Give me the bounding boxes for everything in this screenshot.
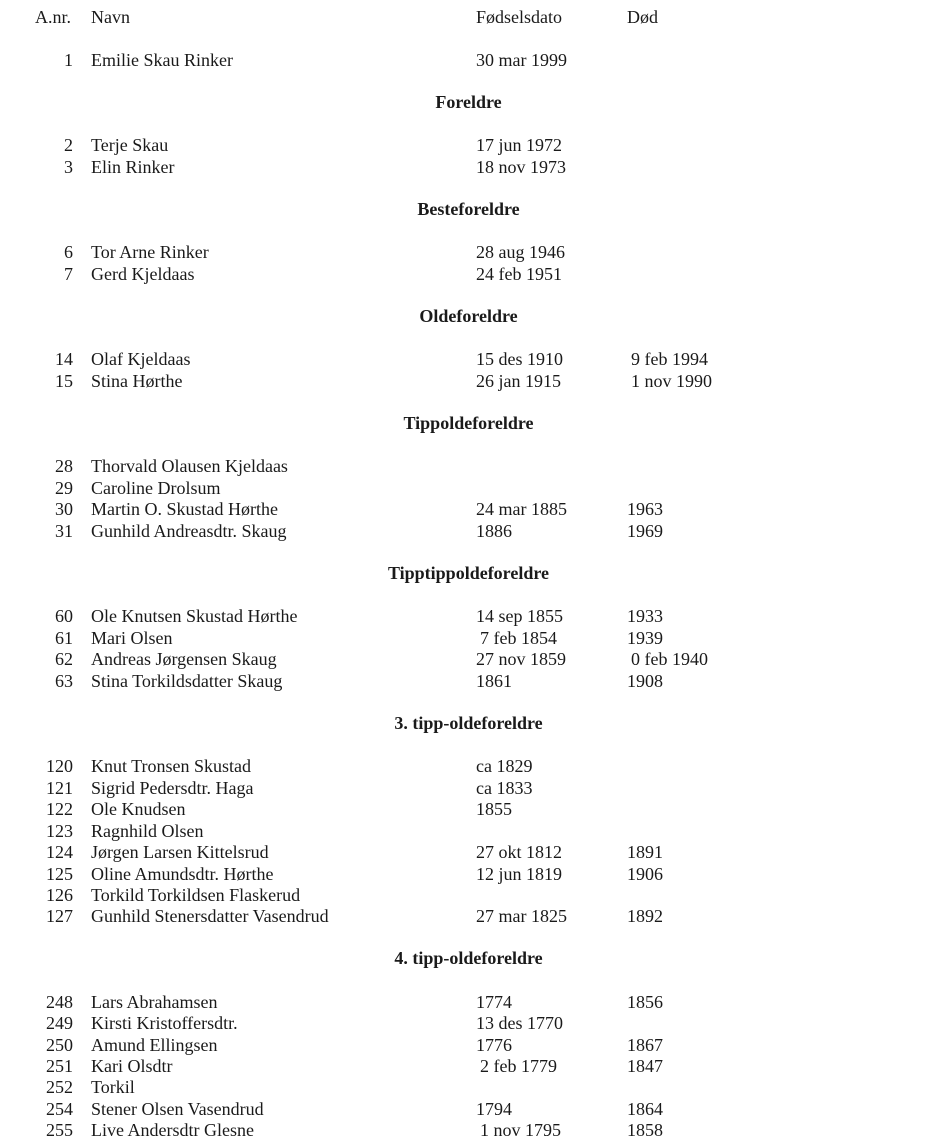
row-died: 1892 (627, 906, 663, 926)
section-heading: Tippoldeforeldre (403, 413, 534, 433)
row-anr: 63 (55, 671, 73, 691)
section-heading: Foreldre (435, 92, 502, 112)
row-born: 1855 (476, 799, 512, 819)
row-anr: 7 (64, 264, 73, 284)
table-row (0, 156, 937, 178)
row-name: Emilie Skau Rinker (91, 50, 233, 70)
table-row (0, 241, 937, 263)
table-row (0, 1119, 937, 1141)
table-row (0, 777, 937, 799)
row-born: 28 aug 1946 (476, 242, 565, 262)
row-name: Torkild Torkildsen Flaskerud (91, 885, 301, 905)
row-died: 1847 (627, 1056, 663, 1076)
row-died: 1 nov 1990 (631, 371, 712, 391)
row-anr: 31 (55, 521, 73, 541)
row-name: Torkil (91, 1077, 135, 1097)
row-died: 1908 (627, 671, 663, 691)
row-born: 2 feb 1779 (480, 1056, 557, 1076)
row-anr: 2 (64, 135, 73, 155)
row-name: Stener Olsen Vasendrud (91, 1099, 264, 1119)
section-heading: Oldeforeldre (419, 306, 518, 326)
row-died: 1906 (627, 864, 663, 884)
row-born: 27 okt 1812 (476, 842, 563, 862)
row-name: Jørgen Larsen Kittelsrud (91, 842, 269, 862)
table-row (0, 498, 937, 520)
row-name: Mari Olsen (91, 628, 173, 648)
row-anr: 250 (46, 1035, 73, 1055)
row-anr: 126 (46, 885, 73, 905)
row-born: 17 jun 1972 (476, 135, 563, 155)
row-anr: 30 (55, 499, 73, 519)
row-born: 27 mar 1825 (476, 906, 567, 926)
row-born: 24 feb 1951 (476, 264, 562, 284)
row-anr: 6 (64, 242, 73, 262)
row-anr: 14 (55, 349, 73, 369)
table-row (0, 798, 937, 820)
row-born: ca 1833 (476, 778, 533, 798)
row-name: Stina Torkildsdatter Skaug (91, 671, 283, 691)
table-row (0, 648, 937, 670)
row-born: 26 jan 1915 (476, 371, 561, 391)
row-anr: 29 (55, 478, 73, 498)
row-died: 1933 (627, 606, 663, 626)
header-name: Navn (91, 7, 130, 27)
table-row (0, 841, 937, 863)
table-row (0, 1012, 937, 1034)
section-heading: Tipptippoldeforeldre (387, 563, 550, 583)
row-born: 1861 (476, 671, 512, 691)
row-name: Martin O. Skustad Hørthe (91, 499, 278, 519)
row-born: 12 jun 1819 (476, 864, 563, 884)
row-anr: 3 (64, 157, 73, 177)
row-anr: 62 (55, 649, 73, 669)
table-row (0, 1098, 937, 1120)
row-name: Knut Tronsen Skustad (91, 756, 252, 776)
row-name: Gunhild Andreasdtr. Skaug (91, 521, 287, 541)
row-anr: 255 (46, 1120, 73, 1140)
table-row (0, 605, 937, 627)
row-born: 1774 (476, 992, 512, 1012)
row-anr: 1 (64, 50, 73, 70)
table-row (0, 1076, 937, 1098)
row-died: 9 feb 1994 (631, 349, 708, 369)
table-row (0, 1055, 937, 1077)
row-name: Thorvald Olausen Kjeldaas (91, 456, 288, 476)
table-row (0, 1034, 937, 1056)
row-born: 18 nov 1973 (476, 157, 566, 177)
row-born: 7 feb 1854 (480, 628, 557, 648)
table-row (0, 455, 937, 477)
row-born: 1886 (476, 521, 512, 541)
row-anr: 125 (46, 864, 73, 884)
row-name: Kari Olsdtr (91, 1056, 173, 1076)
row-name: Caroline Drolsum (91, 478, 221, 498)
row-anr: 254 (46, 1099, 73, 1119)
table-row (0, 370, 937, 392)
row-name: Olaf Kjeldaas (91, 349, 191, 369)
row-anr: 124 (46, 842, 73, 862)
row-name: Live Andersdtr Glesne (91, 1120, 254, 1140)
row-name: Sigrid Pedersdtr. Haga (91, 778, 254, 798)
row-anr: 127 (46, 906, 73, 926)
table-row (0, 49, 937, 71)
row-name: Andreas Jørgensen Skaug (91, 649, 277, 669)
row-died: 1969 (627, 521, 663, 541)
row-died: 1858 (627, 1120, 663, 1140)
row-born: 14 sep 1855 (476, 606, 563, 626)
section-heading: 3. tipp-oldeforeldre (394, 713, 543, 733)
table-row (0, 884, 937, 906)
row-born: ca 1829 (476, 756, 533, 776)
table-row (0, 820, 937, 842)
row-name: Ole Knudsen (91, 799, 186, 819)
row-name: Gerd Kjeldaas (91, 264, 195, 284)
row-anr: 120 (46, 756, 73, 776)
row-anr: 251 (46, 1056, 73, 1076)
row-anr: 123 (46, 821, 73, 841)
row-name: Lars Abrahamsen (91, 992, 218, 1012)
row-died: 1891 (627, 842, 663, 862)
section-heading: Besteforeldre (417, 199, 520, 219)
row-born: 27 nov 1859 (476, 649, 566, 669)
row-born: 15 des 1910 (476, 349, 563, 369)
row-anr: 61 (55, 628, 73, 648)
header-born: Fødselsdato (476, 7, 563, 27)
row-died: 1867 (627, 1035, 663, 1055)
row-died: 1939 (627, 628, 663, 648)
row-name: Gunhild Stenersdatter Vasendrud (91, 906, 329, 926)
table-row (0, 863, 937, 885)
row-born: 1794 (476, 1099, 512, 1119)
row-name: Amund Ellingsen (91, 1035, 218, 1055)
row-name: Elin Rinker (91, 157, 175, 177)
row-name: Tor Arne Rinker (91, 242, 209, 262)
row-anr: 252 (46, 1077, 73, 1097)
row-born: 13 des 1770 (476, 1013, 563, 1033)
row-died: 1856 (627, 992, 663, 1012)
table-row (0, 520, 937, 542)
header-anr: A.nr. (35, 7, 71, 27)
row-name: Ole Knutsen Skustad Hørthe (91, 606, 298, 626)
row-born: 30 mar 1999 (476, 50, 567, 70)
row-anr: 28 (55, 456, 73, 476)
table-row (0, 755, 937, 777)
section-heading: 4. tipp-oldeforeldre (394, 948, 543, 968)
row-died: 0 feb 1940 (631, 649, 708, 669)
table-row (0, 905, 937, 927)
row-anr: 15 (55, 371, 73, 391)
table-row (0, 477, 937, 499)
row-died: 1963 (627, 499, 663, 519)
row-anr: 249 (46, 1013, 73, 1033)
table-row (0, 627, 937, 649)
table-row (0, 348, 937, 370)
table-row (0, 670, 937, 692)
row-name: Kirsti Kristoffersdtr. (91, 1013, 238, 1033)
row-died: 1864 (627, 1099, 663, 1119)
row-name: Stina Hørthe (91, 371, 183, 391)
row-anr: 121 (46, 778, 73, 798)
row-name: Oline Amundsdtr. Hørthe (91, 864, 274, 884)
table-row (0, 134, 937, 156)
row-born: 1 nov 1795 (480, 1120, 561, 1140)
column-header (0, 6, 937, 28)
table-row (0, 263, 937, 285)
row-anr: 60 (55, 606, 73, 626)
row-born: 24 mar 1885 (476, 499, 567, 519)
row-anr: 248 (46, 992, 73, 1012)
table-row (0, 991, 937, 1013)
row-name: Ragnhild Olsen (91, 821, 204, 841)
row-anr: 122 (46, 799, 73, 819)
row-name: Terje Skau (91, 135, 169, 155)
row-born: 1776 (476, 1035, 512, 1055)
header-died: Død (627, 7, 658, 27)
